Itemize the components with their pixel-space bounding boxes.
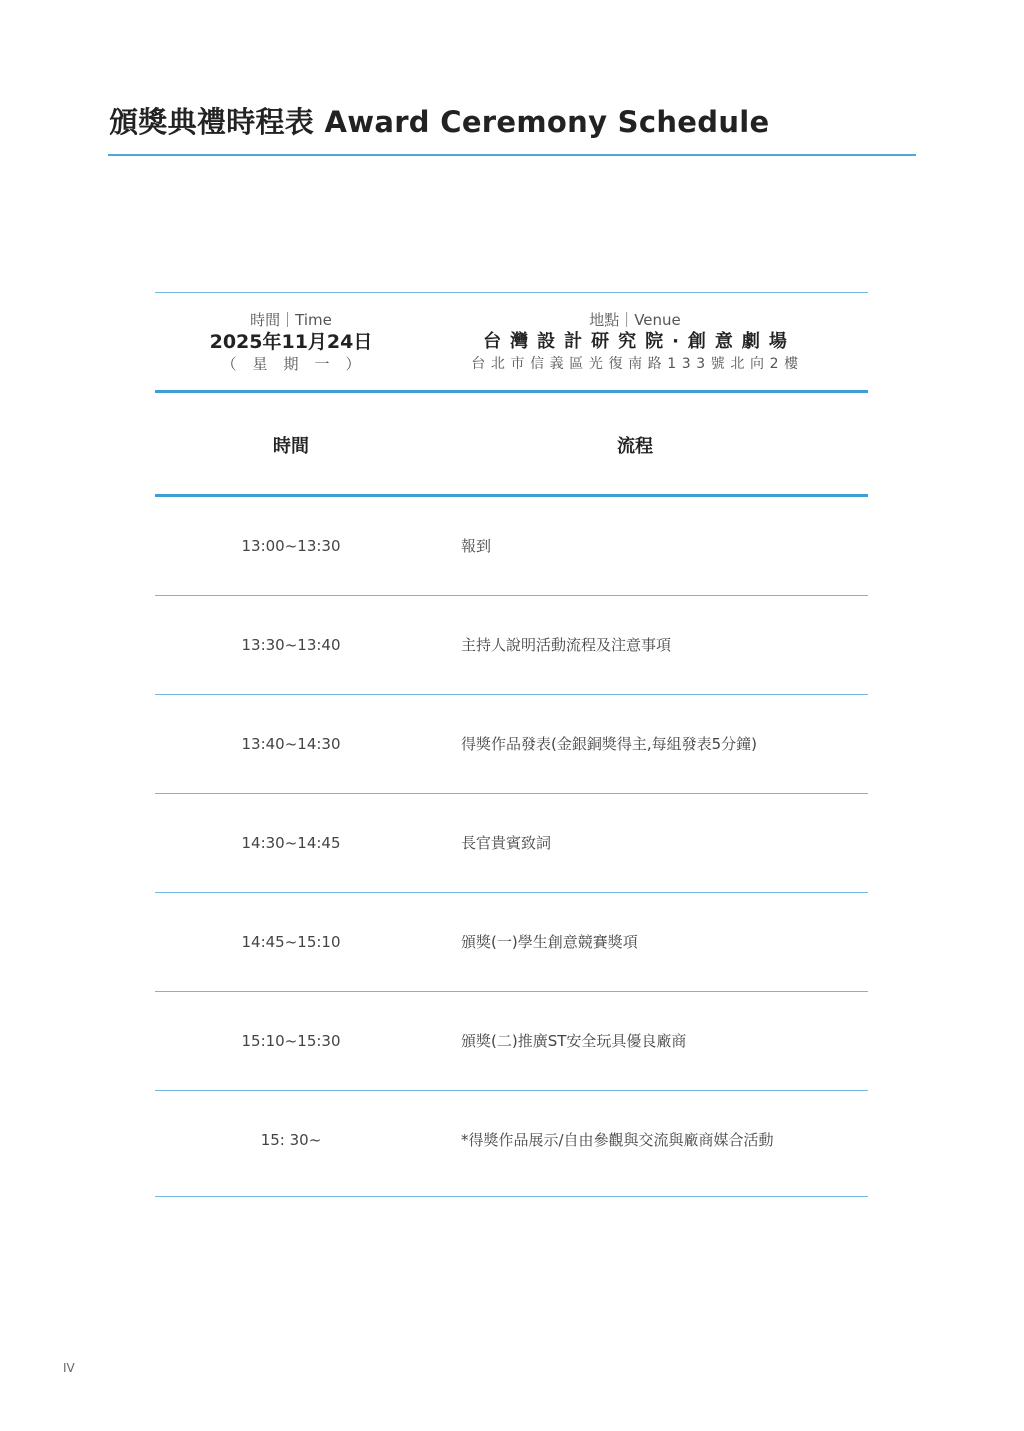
info-top-rule [155, 292, 868, 293]
info-bottom-rule [155, 390, 868, 393]
table-row [155, 794, 868, 893]
row-item: 頒獎(二)推廣ST安全玩具優良廠商 [461, 1032, 687, 1050]
venue-name: 台灣設計研究院·創意劇場 [483, 331, 796, 352]
table-row [155, 992, 868, 1091]
venue-label: 地點｜Venue [589, 311, 681, 329]
table-row [155, 497, 868, 596]
row-item: 長官貴賓致詞 [461, 834, 552, 852]
column-header-process: 流程 [617, 436, 653, 457]
page-number: IV [63, 1361, 75, 1375]
row-item: *得獎作品展示/自由參觀與交流與廠商媒合活動 [461, 1131, 774, 1149]
row-time: 13:40~14:30 [241, 735, 341, 753]
row-time: 15: 30~ [260, 1131, 322, 1149]
title-divider [108, 154, 916, 156]
venue-info [455, 310, 815, 374]
time-label: 時間｜Time [250, 311, 332, 329]
schedule-table [155, 497, 868, 1197]
row-time: 13:00~13:30 [241, 537, 341, 555]
row-item: 報到 [461, 537, 492, 555]
column-header-time: 時間 [273, 436, 309, 457]
row-item: 主持人說明活動流程及注意事項 [461, 636, 672, 654]
row-item: 頒獎(一)學生創意競賽獎項 [461, 933, 638, 951]
page-title: 頒獎典禮時程表 Award Ceremony Schedule [109, 105, 770, 139]
time-info [155, 310, 427, 374]
table-row [155, 1091, 868, 1197]
event-date: 2025年11月24日 [209, 331, 373, 353]
row-item: 得獎作品發表(金銀銅獎得主,每組發表5分鐘) [461, 735, 758, 753]
table-row [155, 695, 868, 794]
row-time: 14:45~15:10 [241, 933, 341, 951]
row-time: 14:30~14:45 [241, 834, 341, 852]
table-row [155, 893, 868, 992]
event-info [155, 292, 868, 393]
row-time: 13:30~13:40 [241, 636, 341, 654]
venue-address: 台北市信義區光復南路133號北向2樓 [471, 356, 804, 372]
table-row [155, 596, 868, 695]
row-time: 15:10~15:30 [241, 1032, 341, 1050]
event-weekday: （星期一） [221, 355, 377, 373]
